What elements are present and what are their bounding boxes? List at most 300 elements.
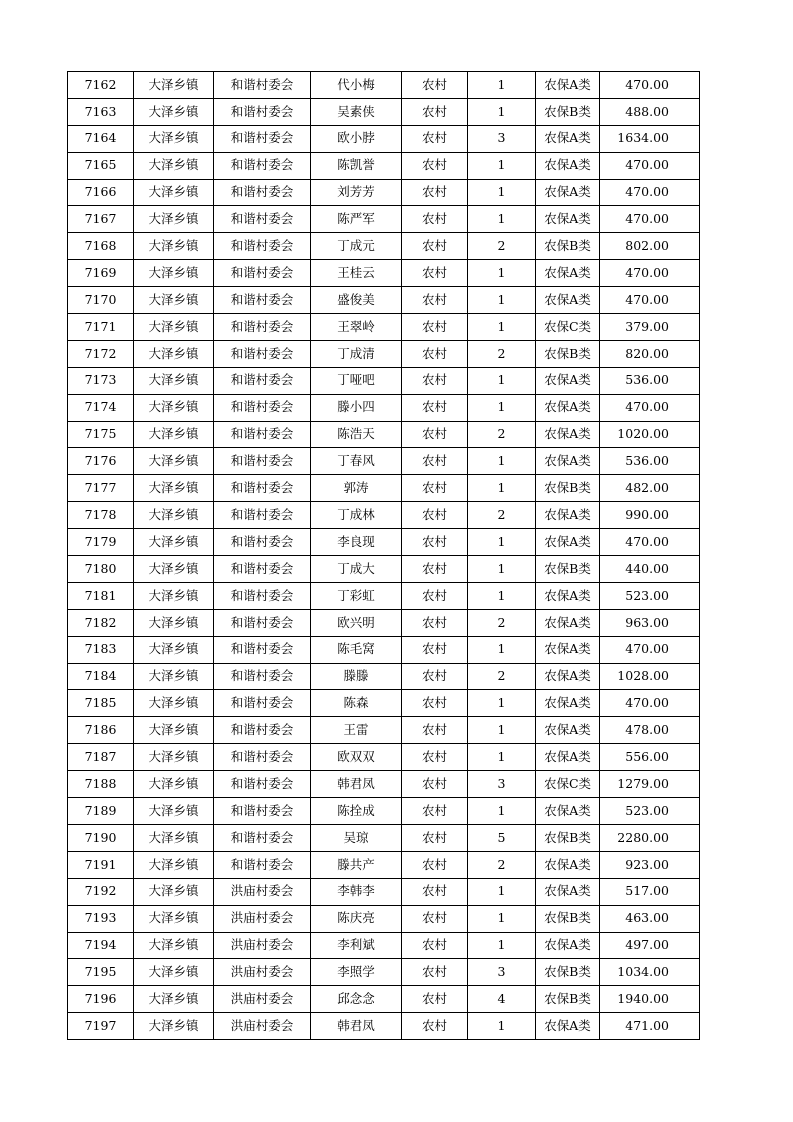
household-count-cell: 1 — [468, 314, 536, 341]
area-type-cell: 农村 — [402, 717, 468, 744]
township-cell: 大泽乡镇 — [134, 663, 214, 690]
village-committee-cell: 和谐村委会 — [214, 448, 311, 475]
amount-cell: 1940.00 — [600, 986, 700, 1013]
township-cell: 大泽乡镇 — [134, 152, 214, 179]
name-cell: 韩君凤 — [311, 1013, 402, 1040]
area-type-cell: 农村 — [402, 878, 468, 905]
township-cell: 大泽乡镇 — [134, 690, 214, 717]
insurance-category-cell: 农保C类 — [536, 314, 600, 341]
name-cell: 陈浩天 — [311, 421, 402, 448]
township-cell: 大泽乡镇 — [134, 582, 214, 609]
table-row — [68, 529, 700, 556]
household-count-cell: 3 — [468, 771, 536, 798]
village-committee-cell: 和谐村委会 — [214, 233, 311, 260]
serial-number-cell: 7187 — [68, 744, 134, 771]
area-type-cell: 农村 — [402, 771, 468, 798]
amount-cell: 379.00 — [600, 314, 700, 341]
amount-cell: 523.00 — [600, 582, 700, 609]
area-type-cell: 农村 — [402, 502, 468, 529]
amount-cell: 523.00 — [600, 798, 700, 825]
insurance-category-cell: 农保A类 — [536, 394, 600, 421]
table-row — [68, 690, 700, 717]
household-count-cell: 5 — [468, 824, 536, 851]
township-cell: 大泽乡镇 — [134, 502, 214, 529]
household-count-cell: 1 — [468, 394, 536, 421]
area-type-cell: 农村 — [402, 582, 468, 609]
table-row — [68, 233, 700, 260]
amount-cell: 470.00 — [600, 529, 700, 556]
village-committee-cell: 和谐村委会 — [214, 771, 311, 798]
amount-cell: 470.00 — [600, 690, 700, 717]
insurance-category-cell: 农保B类 — [536, 340, 600, 367]
amount-cell: 470.00 — [600, 206, 700, 233]
table-row — [68, 152, 700, 179]
area-type-cell: 农村 — [402, 475, 468, 502]
table-row — [68, 771, 700, 798]
amount-cell: 470.00 — [600, 260, 700, 287]
insurance-category-cell: 农保A类 — [536, 448, 600, 475]
serial-number-cell: 7180 — [68, 556, 134, 583]
township-cell: 大泽乡镇 — [134, 287, 214, 314]
household-count-cell: 1 — [468, 287, 536, 314]
household-count-cell: 1 — [468, 556, 536, 583]
serial-number-cell: 7189 — [68, 798, 134, 825]
serial-number-cell: 7193 — [68, 905, 134, 932]
amount-cell: 482.00 — [600, 475, 700, 502]
insurance-category-cell: 农保A类 — [536, 744, 600, 771]
township-cell: 大泽乡镇 — [134, 556, 214, 583]
name-cell: 丁成林 — [311, 502, 402, 529]
village-committee-cell: 和谐村委会 — [214, 556, 311, 583]
table-row — [68, 260, 700, 287]
serial-number-cell: 7169 — [68, 260, 134, 287]
insurance-category-cell: 农保A类 — [536, 421, 600, 448]
amount-cell: 440.00 — [600, 556, 700, 583]
name-cell: 丁成清 — [311, 340, 402, 367]
area-type-cell: 农村 — [402, 179, 468, 206]
table-row — [68, 421, 700, 448]
amount-cell: 1020.00 — [600, 421, 700, 448]
name-cell: 李良现 — [311, 529, 402, 556]
township-cell: 大泽乡镇 — [134, 932, 214, 959]
insurance-category-cell: 农保A类 — [536, 502, 600, 529]
village-committee-cell: 和谐村委会 — [214, 663, 311, 690]
name-cell: 刘芳芳 — [311, 179, 402, 206]
table-row — [68, 932, 700, 959]
insurance-category-cell: 农保C类 — [536, 771, 600, 798]
name-cell: 滕滕 — [311, 663, 402, 690]
area-type-cell: 农村 — [402, 98, 468, 125]
name-cell: 吴素侠 — [311, 98, 402, 125]
household-count-cell: 1 — [468, 152, 536, 179]
village-committee-cell: 和谐村委会 — [214, 475, 311, 502]
table-row — [68, 636, 700, 663]
insurance-category-cell: 农保B类 — [536, 233, 600, 260]
village-committee-cell: 洪庙村委会 — [214, 1013, 311, 1040]
serial-number-cell: 7186 — [68, 717, 134, 744]
household-count-cell: 1 — [468, 448, 536, 475]
insurance-category-cell: 农保A类 — [536, 878, 600, 905]
insurance-category-cell: 农保A类 — [536, 636, 600, 663]
insurance-category-cell: 农保B类 — [536, 475, 600, 502]
village-committee-cell: 和谐村委会 — [214, 851, 311, 878]
household-count-cell: 4 — [468, 986, 536, 1013]
amount-cell: 497.00 — [600, 932, 700, 959]
serial-number-cell: 7163 — [68, 98, 134, 125]
township-cell: 大泽乡镇 — [134, 260, 214, 287]
table-row — [68, 314, 700, 341]
household-count-cell: 3 — [468, 959, 536, 986]
serial-number-cell: 7164 — [68, 125, 134, 152]
amount-cell: 478.00 — [600, 717, 700, 744]
household-count-cell: 1 — [468, 582, 536, 609]
serial-number-cell: 7179 — [68, 529, 134, 556]
area-type-cell: 农村 — [402, 824, 468, 851]
table-row — [68, 72, 700, 99]
household-count-cell: 1 — [468, 878, 536, 905]
township-cell: 大泽乡镇 — [134, 744, 214, 771]
township-cell: 大泽乡镇 — [134, 340, 214, 367]
area-type-cell: 农村 — [402, 125, 468, 152]
amount-cell: 470.00 — [600, 152, 700, 179]
village-committee-cell: 和谐村委会 — [214, 394, 311, 421]
serial-number-cell: 7183 — [68, 636, 134, 663]
amount-cell: 990.00 — [600, 502, 700, 529]
amount-cell: 470.00 — [600, 179, 700, 206]
table-row — [68, 717, 700, 744]
township-cell: 大泽乡镇 — [134, 367, 214, 394]
household-count-cell: 2 — [468, 233, 536, 260]
roster-table-body — [68, 72, 700, 1040]
name-cell: 王翠岭 — [311, 314, 402, 341]
village-committee-cell: 和谐村委会 — [214, 636, 311, 663]
area-type-cell: 农村 — [402, 959, 468, 986]
name-cell: 吴琼 — [311, 824, 402, 851]
name-cell: 盛俊美 — [311, 287, 402, 314]
serial-number-cell: 7171 — [68, 314, 134, 341]
serial-number-cell: 7196 — [68, 986, 134, 1013]
name-cell: 李韩李 — [311, 878, 402, 905]
serial-number-cell: 7167 — [68, 206, 134, 233]
area-type-cell: 农村 — [402, 851, 468, 878]
table-row — [68, 663, 700, 690]
household-count-cell: 2 — [468, 663, 536, 690]
township-cell: 大泽乡镇 — [134, 529, 214, 556]
serial-number-cell: 7177 — [68, 475, 134, 502]
serial-number-cell: 7165 — [68, 152, 134, 179]
township-cell: 大泽乡镇 — [134, 851, 214, 878]
township-cell: 大泽乡镇 — [134, 798, 214, 825]
serial-number-cell: 7194 — [68, 932, 134, 959]
village-committee-cell: 和谐村委会 — [214, 502, 311, 529]
serial-number-cell: 7175 — [68, 421, 134, 448]
name-cell: 李利斌 — [311, 932, 402, 959]
name-cell: 欧兴明 — [311, 609, 402, 636]
area-type-cell: 农村 — [402, 421, 468, 448]
name-cell: 代小梅 — [311, 72, 402, 99]
township-cell: 大泽乡镇 — [134, 609, 214, 636]
area-type-cell: 农村 — [402, 932, 468, 959]
amount-cell: 1034.00 — [600, 959, 700, 986]
name-cell: 陈严军 — [311, 206, 402, 233]
household-count-cell: 2 — [468, 421, 536, 448]
serial-number-cell: 7162 — [68, 72, 134, 99]
amount-cell: 1634.00 — [600, 125, 700, 152]
amount-cell: 463.00 — [600, 905, 700, 932]
insurance-category-cell: 农保A类 — [536, 798, 600, 825]
village-committee-cell: 和谐村委会 — [214, 717, 311, 744]
table-row — [68, 394, 700, 421]
household-count-cell: 1 — [468, 475, 536, 502]
table-row — [68, 851, 700, 878]
area-type-cell: 农村 — [402, 367, 468, 394]
name-cell: 邱念念 — [311, 986, 402, 1013]
area-type-cell: 农村 — [402, 690, 468, 717]
village-committee-cell: 和谐村委会 — [214, 287, 311, 314]
township-cell: 大泽乡镇 — [134, 475, 214, 502]
table-row — [68, 502, 700, 529]
table-row — [68, 986, 700, 1013]
area-type-cell: 农村 — [402, 314, 468, 341]
insurance-category-cell: 农保A类 — [536, 690, 600, 717]
household-count-cell: 1 — [468, 932, 536, 959]
township-cell: 大泽乡镇 — [134, 233, 214, 260]
serial-number-cell: 7197 — [68, 1013, 134, 1040]
name-cell: 欧双双 — [311, 744, 402, 771]
village-committee-cell: 和谐村委会 — [214, 421, 311, 448]
serial-number-cell: 7168 — [68, 233, 134, 260]
table-row — [68, 798, 700, 825]
name-cell: 陈凯誉 — [311, 152, 402, 179]
household-count-cell: 1 — [468, 744, 536, 771]
table-row — [68, 878, 700, 905]
name-cell: 丁成大 — [311, 556, 402, 583]
village-committee-cell: 和谐村委会 — [214, 152, 311, 179]
village-committee-cell: 和谐村委会 — [214, 690, 311, 717]
serial-number-cell: 7192 — [68, 878, 134, 905]
insurance-category-cell: 农保A类 — [536, 260, 600, 287]
name-cell: 欧小脖 — [311, 125, 402, 152]
area-type-cell: 农村 — [402, 287, 468, 314]
roster-table — [67, 71, 700, 1040]
insurance-category-cell: 农保A类 — [536, 851, 600, 878]
township-cell: 大泽乡镇 — [134, 824, 214, 851]
area-type-cell: 农村 — [402, 663, 468, 690]
table-row — [68, 367, 700, 394]
household-count-cell: 2 — [468, 340, 536, 367]
township-cell: 大泽乡镇 — [134, 905, 214, 932]
household-count-cell: 1 — [468, 717, 536, 744]
amount-cell: 556.00 — [600, 744, 700, 771]
table-row — [68, 475, 700, 502]
amount-cell: 820.00 — [600, 340, 700, 367]
area-type-cell: 农村 — [402, 609, 468, 636]
township-cell: 大泽乡镇 — [134, 1013, 214, 1040]
area-type-cell: 农村 — [402, 260, 468, 287]
serial-number-cell: 7195 — [68, 959, 134, 986]
village-committee-cell: 和谐村委会 — [214, 179, 311, 206]
insurance-category-cell: 农保B类 — [536, 959, 600, 986]
household-count-cell: 1 — [468, 905, 536, 932]
name-cell: 陈毛窝 — [311, 636, 402, 663]
township-cell: 大泽乡镇 — [134, 878, 214, 905]
serial-number-cell: 7185 — [68, 690, 134, 717]
table-row — [68, 959, 700, 986]
table-row — [68, 582, 700, 609]
village-committee-cell: 和谐村委会 — [214, 582, 311, 609]
area-type-cell: 农村 — [402, 556, 468, 583]
township-cell: 大泽乡镇 — [134, 314, 214, 341]
area-type-cell: 农村 — [402, 394, 468, 421]
village-committee-cell: 和谐村委会 — [214, 824, 311, 851]
insurance-category-cell: 农保A类 — [536, 72, 600, 99]
serial-number-cell: 7190 — [68, 824, 134, 851]
village-committee-cell: 洪庙村委会 — [214, 878, 311, 905]
amount-cell: 470.00 — [600, 636, 700, 663]
insurance-category-cell: 农保A类 — [536, 717, 600, 744]
household-count-cell: 1 — [468, 367, 536, 394]
township-cell: 大泽乡镇 — [134, 771, 214, 798]
village-committee-cell: 和谐村委会 — [214, 529, 311, 556]
insurance-category-cell: 农保B类 — [536, 824, 600, 851]
village-committee-cell: 和谐村委会 — [214, 340, 311, 367]
table-row — [68, 98, 700, 125]
household-count-cell: 3 — [468, 125, 536, 152]
township-cell: 大泽乡镇 — [134, 98, 214, 125]
table-row — [68, 179, 700, 206]
amount-cell: 1279.00 — [600, 771, 700, 798]
insurance-category-cell: 农保A类 — [536, 152, 600, 179]
table-row — [68, 905, 700, 932]
household-count-cell: 2 — [468, 502, 536, 529]
household-count-cell: 2 — [468, 609, 536, 636]
insurance-category-cell: 农保B类 — [536, 905, 600, 932]
village-committee-cell: 洪庙村委会 — [214, 986, 311, 1013]
name-cell: 丁哑吧 — [311, 367, 402, 394]
household-count-cell: 1 — [468, 529, 536, 556]
amount-cell: 963.00 — [600, 609, 700, 636]
area-type-cell: 农村 — [402, 72, 468, 99]
table-row — [68, 287, 700, 314]
amount-cell: 470.00 — [600, 287, 700, 314]
amount-cell: 1028.00 — [600, 663, 700, 690]
village-committee-cell: 和谐村委会 — [214, 744, 311, 771]
insurance-category-cell: 农保A类 — [536, 179, 600, 206]
name-cell: 陈森 — [311, 690, 402, 717]
name-cell: 王桂云 — [311, 260, 402, 287]
insurance-category-cell: 农保A类 — [536, 125, 600, 152]
insurance-category-cell: 农保A类 — [536, 1013, 600, 1040]
insurance-category-cell: 农保A类 — [536, 206, 600, 233]
household-count-cell: 2 — [468, 851, 536, 878]
area-type-cell: 农村 — [402, 986, 468, 1013]
name-cell: 陈拴成 — [311, 798, 402, 825]
table-row — [68, 448, 700, 475]
township-cell: 大泽乡镇 — [134, 636, 214, 663]
amount-cell: 517.00 — [600, 878, 700, 905]
amount-cell: 471.00 — [600, 1013, 700, 1040]
village-committee-cell: 和谐村委会 — [214, 260, 311, 287]
village-committee-cell: 和谐村委会 — [214, 206, 311, 233]
household-count-cell: 1 — [468, 98, 536, 125]
township-cell: 大泽乡镇 — [134, 394, 214, 421]
name-cell: 丁彩虹 — [311, 582, 402, 609]
village-committee-cell: 和谐村委会 — [214, 798, 311, 825]
township-cell: 大泽乡镇 — [134, 717, 214, 744]
village-committee-cell: 和谐村委会 — [214, 72, 311, 99]
table-row — [68, 556, 700, 583]
name-cell: 滕共产 — [311, 851, 402, 878]
area-type-cell: 农村 — [402, 905, 468, 932]
serial-number-cell: 7174 — [68, 394, 134, 421]
township-cell: 大泽乡镇 — [134, 206, 214, 233]
amount-cell: 923.00 — [600, 851, 700, 878]
insurance-category-cell: 农保A类 — [536, 367, 600, 394]
name-cell: 韩君凤 — [311, 771, 402, 798]
area-type-cell: 农村 — [402, 636, 468, 663]
name-cell: 陈庆亮 — [311, 905, 402, 932]
township-cell: 大泽乡镇 — [134, 179, 214, 206]
area-type-cell: 农村 — [402, 1013, 468, 1040]
village-committee-cell: 和谐村委会 — [214, 367, 311, 394]
area-type-cell: 农村 — [402, 798, 468, 825]
name-cell: 郭涛 — [311, 475, 402, 502]
name-cell: 王雷 — [311, 717, 402, 744]
insurance-category-cell: 农保A类 — [536, 663, 600, 690]
area-type-cell: 农村 — [402, 744, 468, 771]
name-cell: 李照学 — [311, 959, 402, 986]
township-cell: 大泽乡镇 — [134, 986, 214, 1013]
serial-number-cell: 7173 — [68, 367, 134, 394]
table-row — [68, 609, 700, 636]
insurance-category-cell: 农保B类 — [536, 98, 600, 125]
household-count-cell: 1 — [468, 798, 536, 825]
name-cell: 丁成元 — [311, 233, 402, 260]
serial-number-cell: 7172 — [68, 340, 134, 367]
amount-cell: 536.00 — [600, 367, 700, 394]
household-count-cell: 1 — [468, 636, 536, 663]
serial-number-cell: 7191 — [68, 851, 134, 878]
village-committee-cell: 洪庙村委会 — [214, 905, 311, 932]
amount-cell: 470.00 — [600, 72, 700, 99]
township-cell: 大泽乡镇 — [134, 421, 214, 448]
township-cell: 大泽乡镇 — [134, 125, 214, 152]
table-row — [68, 744, 700, 771]
area-type-cell: 农村 — [402, 529, 468, 556]
serial-number-cell: 7178 — [68, 502, 134, 529]
insurance-category-cell: 农保B类 — [536, 986, 600, 1013]
serial-number-cell: 7188 — [68, 771, 134, 798]
serial-number-cell: 7176 — [68, 448, 134, 475]
township-cell: 大泽乡镇 — [134, 448, 214, 475]
amount-cell: 2280.00 — [600, 824, 700, 851]
household-count-cell: 1 — [468, 690, 536, 717]
insurance-category-cell: 农保A类 — [536, 287, 600, 314]
village-committee-cell: 和谐村委会 — [214, 125, 311, 152]
serial-number-cell: 7182 — [68, 609, 134, 636]
amount-cell: 536.00 — [600, 448, 700, 475]
serial-number-cell: 7181 — [68, 582, 134, 609]
table-row — [68, 125, 700, 152]
table-row — [68, 824, 700, 851]
area-type-cell: 农村 — [402, 340, 468, 367]
village-committee-cell: 和谐村委会 — [214, 314, 311, 341]
household-count-cell: 1 — [468, 72, 536, 99]
amount-cell: 488.00 — [600, 98, 700, 125]
insurance-category-cell: 农保A类 — [536, 609, 600, 636]
table-row — [68, 1013, 700, 1040]
amount-cell: 802.00 — [600, 233, 700, 260]
